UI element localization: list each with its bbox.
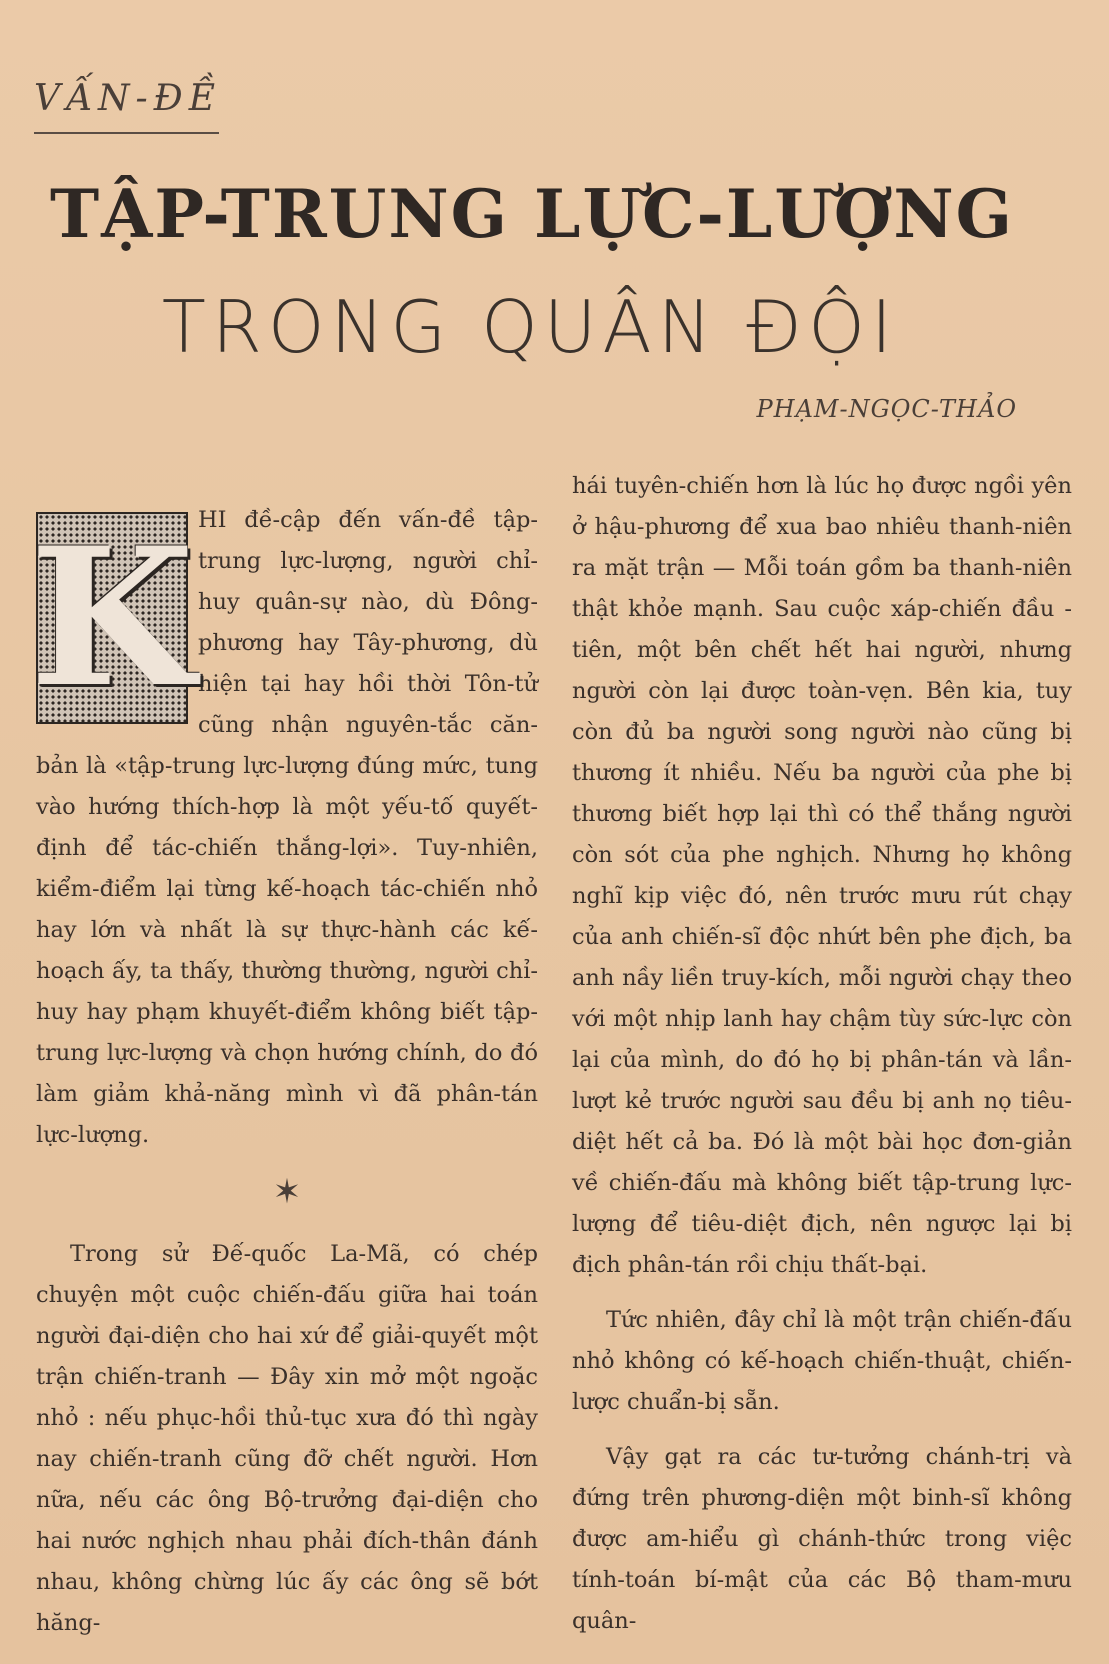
right-column — [572, 466, 1072, 1642]
paragraph-1: HI đề-cập đến vấn-đề tập-trung lực-lượng, người chỉ-huy quân-sự nào, dù Đông-phương hay Tây-phương, dù hiện tại hay hồi thời Tôn-tử cũng nhận nguyên-tắc căn-bản là «tập-trung lực-lượng đúng mức, tung vào hướng thích-hợp là một yếu-tố quyết-định để tác-chiến thắng-lợi». Tuy-nhiên, kiểm-điểm lại từng kế-hoạch tác-chiến nhỏ hay lớn và nhất là sự thực-hành các kế-hoạch ấy, ta thấy, thường thường, người chỉ-huy hay phạm khuyết-điểm không biết tập-trung lực-lượng và chọn hướng chính, do đó làm giảm khả-năng mình vì đã phân-tán lực-lượng. — [36, 507, 538, 1148]
drop-cap-box — [29, 506, 195, 729]
paragraph-5: Vậy gạt ra các tư-tưởng chánh-trị và đứng trên phương-diện một binh-sĩ không được am-hiểu gì chánh-thức trong việc tính-toán bí-mật của các Bộ tham-mưu quân- — [572, 1444, 1072, 1634]
paragraph-4: Tức nhiên, đây chỉ là một trận chiến-đấu nhỏ không có kế-hoạch chiến-thuật, chiến-lược chuẩn-bị sẵn. — [572, 1307, 1072, 1415]
drop-cap-letter: K — [29, 506, 195, 729]
paragraph-3: hái tuyên-chiến hơn là lúc họ được ngồi yên ở hậu-phương để xua bao nhiêu thanh-niên ra mặt trận — Mỗi toán gồm ba thanh-niên thật khỏe mạnh. Sau cuộc xáp-chiến đầu - tiên, một bên chết hết hai người, nhưng người còn lại được toàn-vẹn. Bên kia, tuy còn đủ ba người song người nào cũng bị thương ít nhiều. Nếu ba người của phe bị thương biết hợp lại thì có thể thắng người còn sót của phe nghịch. Nhưng họ không nghĩ kịp việc đó, nên trước mưu rút chạy của anh chiến-sĩ độc nhứt bên phe địch, ba anh nầy liền truy-kích, mỗi người chạy theo với một nhịp lanh hay chậm tùy sức-lực còn lại của mình, do đó họ bị phân-tán và lần-lượt kẻ trước người sau đều bị anh nọ tiêu-diệt hết cả ba. Đó là một bài học đơn-giản về chiến-đấu mà không biết tập-trung lực-lượng để tiêu-diệt địch, nên ngược lại bị địch phân-tán rồi chịu thất-bại. — [572, 473, 1072, 1278]
section-label: VẤN-ĐỀ — [34, 78, 221, 119]
author-byline: PHẠM-NGỌC-THẢO — [756, 395, 1017, 423]
drop-cap — [29, 506, 195, 729]
article-subtitle: TRONG QUÂN ĐỘI — [161, 285, 899, 369]
paragraph-2: Trong sử Đế-quốc La-Mã, có chép chuyện một cuộc chiến-đấu giữa hai toán người đại-diện cho hai xứ để giải-quyết một trận chiến-tranh — Đây xin mở một ngoặc nhỏ : nếu phục-hồi thủ-tục xưa đó thì ngày nay chiến-tranh cũng đỡ chết người. Hơn nữa, nếu các ông Bộ-trưởng đại-diện cho hai nước nghịch nhau phải đích-thân đánh nhau, không chừng lúc ấy các ông sẽ bớt hăng- — [36, 1241, 538, 1636]
article-title: TẬP-TRUNG LỰC-LƯỢNG — [50, 175, 1015, 253]
section-rule — [34, 132, 219, 134]
star-ornament-icon: ✶ — [272, 1172, 302, 1212]
left-column — [29, 500, 538, 1644]
